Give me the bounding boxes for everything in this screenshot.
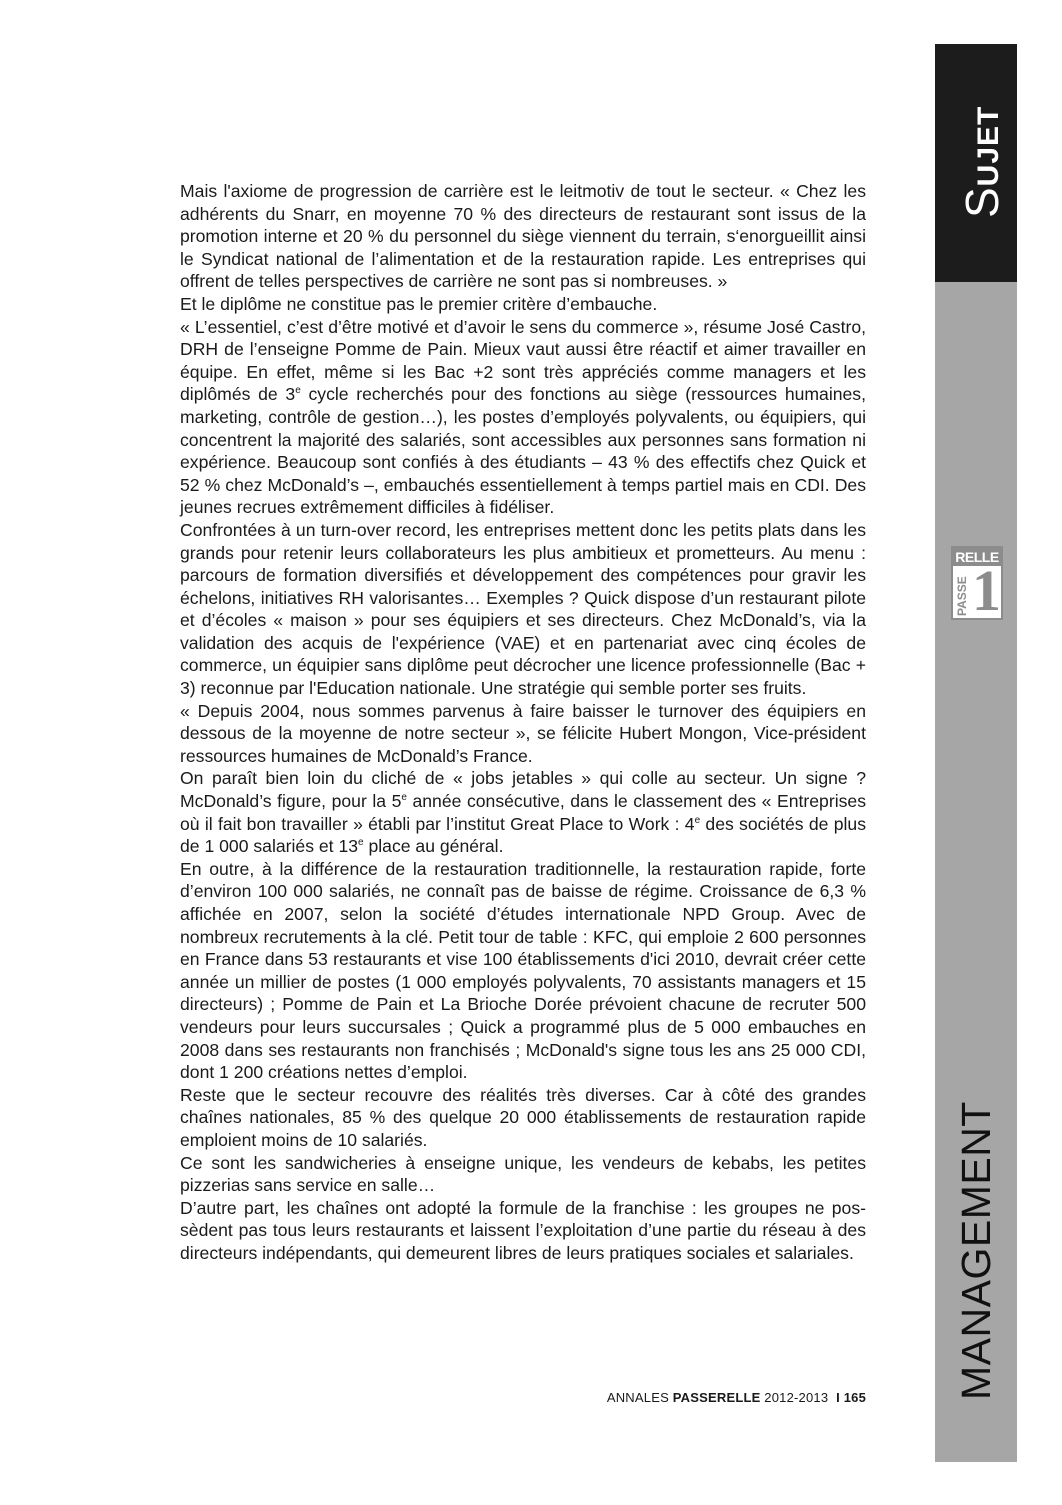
superscript: e [401,792,407,804]
footer-annales: ANNALES [606,1390,669,1405]
text-run: année consécutive, dans le classement des « Entreprises où il fait bon travailler » établi par l’institut Great Place to Work : 4 [180,791,866,834]
superscript: e [358,837,364,849]
paragraph: Et le diplôme ne constitue pas le premier critère d’embauche. [180,293,658,314]
logo-number: 1 [972,558,1001,623]
paragraph: Mais l'axiome de progression de carrière est le leitmotiv de tout le secteur. « Chez les adhérents du Snarr, en moyenne 70 % des directeurs de restaurant sont issus de la promotion interne et 20 % du personnel du siège viennent du terrain, s‘enorgueillit ainsi le Syndicat national de l’alimentation et de la restauration rapide. Les entreprises qui offrent de telles perspectives de carrière ne sont pas si nombreuses. » [180,181,866,292]
passerelle-logo [951,546,1003,623]
section-label-sujet [956,105,1009,218]
article-body [180,180,866,1265]
paragraph: Confrontées à un turn-over record, les entreprises mettent donc les petits plats dans les grands pour retenir leurs collaborateurs les plus ambitieux et prometteurs. Au menu : parcours de formation diversifiés et développement des compétences pour gravir les échelons, initiatives RH valorisantes… Exemples ? Quick dispose d’un restaurant pilote et d’écoles « maison » pour ses équipiers et ses directeurs. Chez McDonald’s, via la validation des acquis de l'expérience (VAE) et en partenariat avec cinq écoles de commerce, un équipier sans diplôme peut décrocher une licence professionnelle (Bac + 3) reconnue par l'Education nationale. Une stratégie qui semble porter ses fruits. [180,519,866,699]
superscript: e [694,814,701,826]
footer-separator: I [836,1390,840,1405]
footer-years: 2012-2013 [764,1390,829,1405]
section-label-management: MANAGEMENT [953,1101,999,1400]
paragraph: D’autre part, les chaînes ont adopté la formule de la franchise : les groupes ne possèdent pas tous leurs restaurants et laissent l’exploitation d’une partie du réseau à des directeurs indépendants, qui demeurent libres de leurs pratiques sociales et salariales. [180,1197,866,1263]
page-number: 165 [843,1390,866,1405]
paragraph: Ce sont les sandwicheries à enseigne unique, les vendeurs de kebabs, les petites pizzerias sans service en salle… [180,1152,866,1196]
text-run: On paraît bien loin du cliché de « jobs jetables » qui colle au secteur. Un signe ? McDonald’s figure, pour la 5 [180,768,866,812]
footer-brand: PASSERELLE [672,1390,761,1405]
paragraph: Reste que le secteur recouvre des réalités très diverses. Car à côté des grandes chaînes nationales, 85 % des quelque 20 000 établissements de restauration rapide emploient moins de 10 salariés. [180,1084,866,1150]
paragraph [180,767,866,857]
superscript: e [295,385,301,397]
logo-top-text: RELLE [953,548,1001,566]
text-run: cycle recherchés pour des fonctions au siège (ressources humaines, marketing, contrôle de gestion…), les postes d’employés polyvalents, ou équipiers, qui concentrent la majorité des salariés, sont accessibles aux personnes sans formation ni expérience. Beaucoup sont confiés à des étudiants – 43 % des effectifs chez Quick et 52 % chez McDonald’s –, embauchés essentiellement à temps partiel mais en CDI. Des jeunes recrues extrêmement difficiles à fidéliser. [180,384,866,518]
logo-side-text: PASSE [955,576,969,616]
paragraph [180,316,866,519]
sujet-initial: S [956,186,1008,218]
sujet-rest: UJET [972,105,1005,187]
text-run: « L’essentiel, c’est d’être motivé et d’avoir le sens du commerce », résume José Castro, DRH de l’enseigne Pomme de Pain. Mieux vaut aussi être réactif et aimer travailler en équipe. En effet, même si les Bac +2 sont très appréciés comme managers et les diplômés de 3 [180,316,866,405]
text-run: des sociétés de plus de 1 000 salariés et 13 [180,813,866,857]
text-run: place au général. [363,836,504,857]
page-footer [500,1390,866,1405]
paragraph: « Depuis 2004, nous sommes parvenus à faire baisser le turnover des équipiers en dessous de la moyenne de notre secteur », se félicite Hubert Mongon, Vice-président ressources humaines de McDonald’s France. [180,700,866,766]
paragraph: En outre, à la différence de la restauration traditionnelle, la restauration rapide, forte d’environ 100 000 salariés, ne connaît pas de baisse de régime. Croissance de 6,3 % affichée en 2007, selon la société d’études internationale NPD Group. Avec de nombreux recrutements à la clé. Petit tour de table : KFC, qui emploie 2 600 personnes en France dans 53 restaurants et vise 100 établissements d'ici 2010, devrait créer cette année un millier de postes (1 000 employés polyvalents, 70 assistants managers et 15 directeurs) ; Pomme de Pain et La Brioche Dorée prévoient chacune de recruter 500 vendeurs pour leurs succursales ; Quick a programmé plus de 5 000 embauches en 2008 dans ses restaurants non franchisés ; McDonald's signe tous les ans 25 000 CDI, dont 1 200 créations nettes d’emploi. [180,858,866,1083]
